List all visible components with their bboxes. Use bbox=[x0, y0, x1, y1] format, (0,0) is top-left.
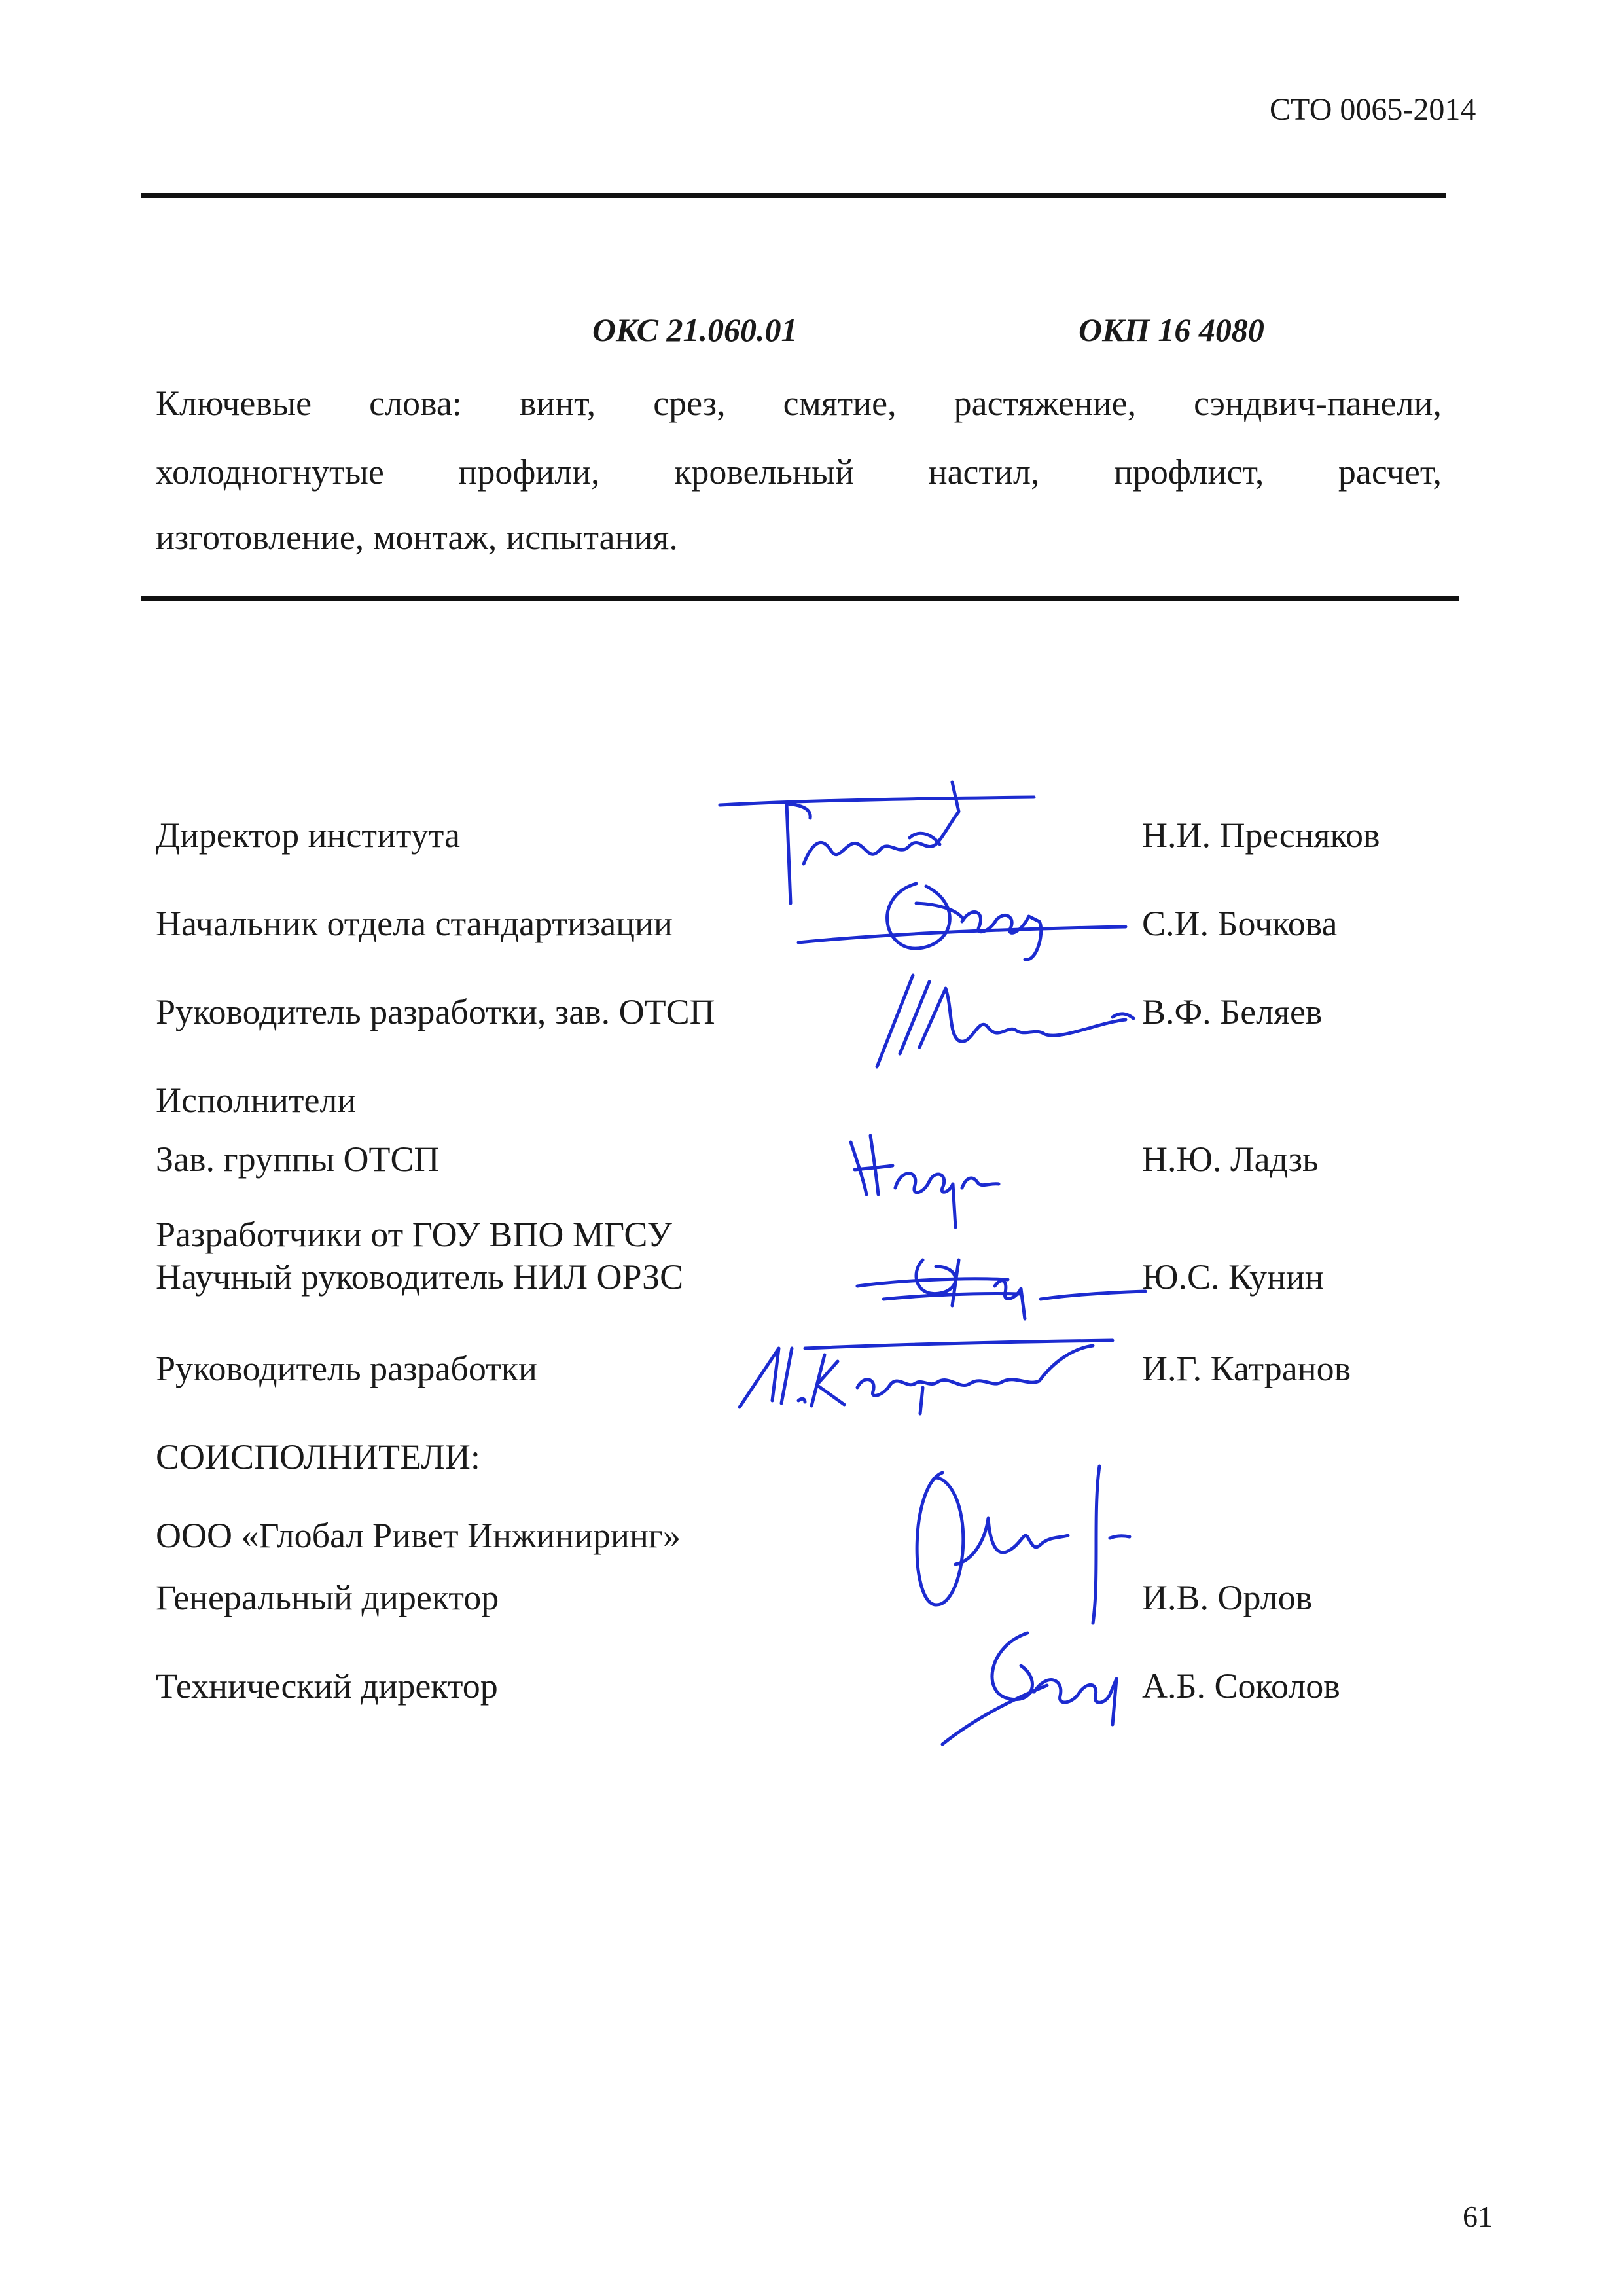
keyword-word: слова: bbox=[369, 384, 462, 423]
director-role: Директор института bbox=[156, 816, 460, 855]
keyword-word: монтаж, bbox=[373, 518, 497, 557]
co-executors-heading: СОИСПОЛНИТЕЛИ: bbox=[156, 1437, 480, 1477]
dev-head-signature bbox=[726, 1322, 1119, 1420]
dev-head-role: Руководитель разработки bbox=[156, 1349, 537, 1388]
gen-dir-role: Генеральный директор bbox=[156, 1578, 499, 1617]
gen-dir-signature bbox=[903, 1460, 1139, 1636]
group-head-role: Зав. группы ОТСП bbox=[156, 1139, 440, 1179]
keyword-word: срез, bbox=[653, 384, 726, 423]
keyword-word: Ключевые bbox=[156, 384, 312, 423]
sci-lead-signature bbox=[844, 1240, 1152, 1325]
keyword-word: расчет, bbox=[1338, 452, 1442, 492]
keyword-word: испытания. bbox=[506, 518, 678, 557]
tech-dir-name: А.Б. Соколов bbox=[1142, 1666, 1340, 1706]
keyword-word: растяжение, bbox=[954, 384, 1137, 423]
tech-dir-role: Технический директор bbox=[156, 1666, 498, 1706]
oks-classifier: ОКС 21.060.01 bbox=[592, 312, 798, 348]
sci-lead-name: Ю.С. Кунин bbox=[1142, 1257, 1324, 1297]
keyword-word: сэндвич-панели, bbox=[1194, 384, 1442, 423]
keyword-word: изготовление, bbox=[156, 518, 365, 557]
head-std-role: Начальник отдела стандартизации bbox=[156, 904, 673, 943]
group-head-signature bbox=[838, 1122, 1008, 1234]
sci-lead-role: Научный руководитель НИЛ ОРЗС bbox=[156, 1257, 684, 1297]
keyword-word: смятие, bbox=[783, 384, 897, 423]
keywords-line-1 bbox=[156, 383, 1442, 423]
head-std-signature bbox=[785, 864, 1139, 969]
keyword-word: винт, bbox=[519, 384, 596, 423]
keyword-word: профили, bbox=[458, 452, 600, 492]
keyword-word: настил, bbox=[928, 452, 1040, 492]
keyword-word: профлист, bbox=[1113, 452, 1264, 492]
company-name: ООО «Глобал Ривет Инжиниринг» bbox=[156, 1516, 681, 1555]
okp-classifier: ОКП 16 4080 bbox=[1079, 312, 1264, 348]
keyword-word: кровельный bbox=[674, 452, 855, 492]
dev-lead-role: Руководитель разработки, зав. ОТСП bbox=[156, 992, 715, 1031]
dev-head-name: И.Г. Катранов bbox=[1142, 1349, 1351, 1388]
gen-dir-name: И.В. Орлов bbox=[1142, 1578, 1313, 1617]
bottom-divider bbox=[141, 596, 1459, 601]
director-name: Н.И. Пресняков bbox=[1142, 816, 1380, 855]
document-code: СТО 0065-2014 bbox=[1270, 92, 1476, 127]
tech-dir-signature bbox=[936, 1620, 1132, 1751]
keyword-word: холодногнутые bbox=[156, 452, 384, 492]
dev-lead-signature bbox=[864, 962, 1139, 1073]
mgsu-devs-heading: Разработчики от ГОУ ВПО МГСУ bbox=[156, 1215, 672, 1254]
page-number: 61 bbox=[1463, 2200, 1493, 2233]
executors-heading: Исполнители bbox=[156, 1081, 357, 1120]
keywords-line-2 bbox=[156, 452, 1442, 492]
dev-lead-name: В.Ф. Беляев bbox=[1142, 992, 1323, 1031]
top-divider bbox=[141, 193, 1446, 198]
group-head-name: Н.Ю. Ладзь bbox=[1142, 1139, 1319, 1179]
keywords-line-3 bbox=[156, 517, 1442, 558]
head-std-name: С.И. Бочкова bbox=[1142, 904, 1338, 943]
